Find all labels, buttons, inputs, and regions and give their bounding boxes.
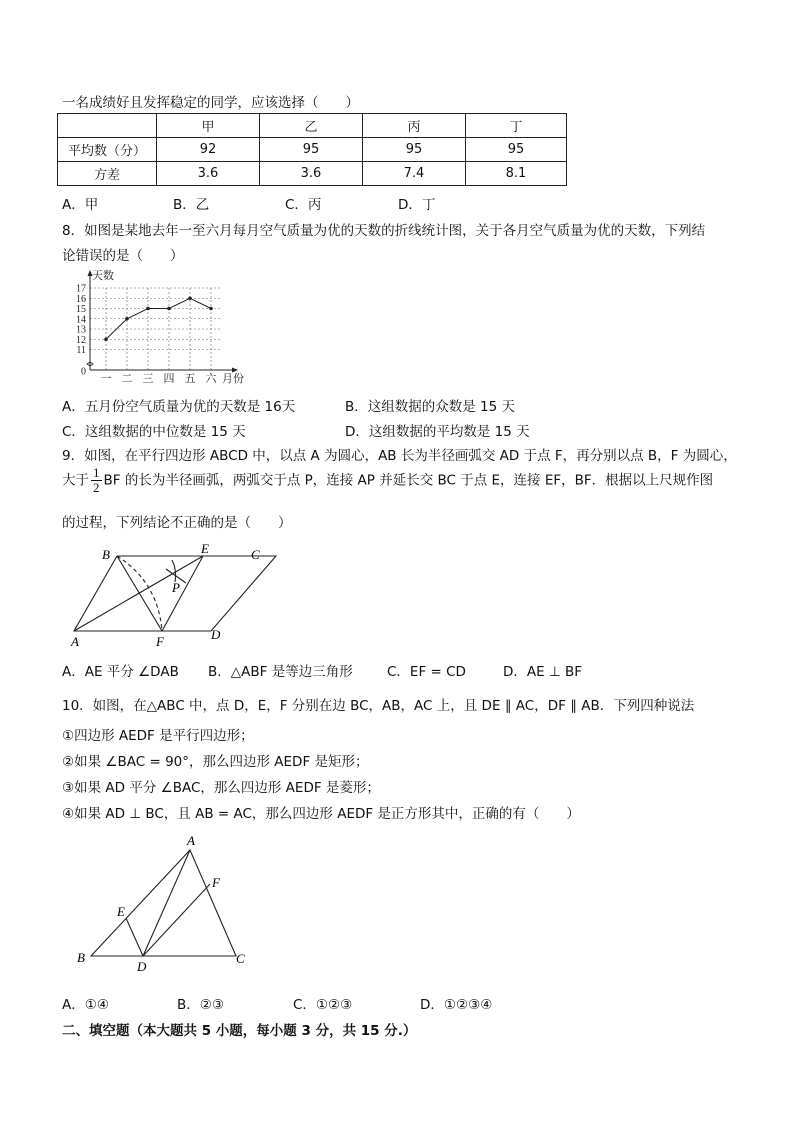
line-chart	[60, 268, 260, 386]
y-tick-label: 17	[76, 283, 86, 295]
q8-stem-line1: 8．如图是某地去年一至六月每月空气质量为优的天数的折线统计图，关于各月空气质量为优的天数，下列结	[62, 223, 706, 239]
table-cell	[58, 114, 157, 138]
label-f: F	[156, 634, 164, 647]
y-tick-label: 14	[76, 314, 86, 326]
y-axis-label: 天数	[92, 270, 114, 282]
table-header-bing: 丙	[363, 114, 466, 138]
q10-stem: 10．如图，在△ABC 中，点 D，E，F 分别在边 BC，AB，AC 上，且 DE ∥ AC，DF ∥ AB．下列四种说法	[62, 698, 695, 714]
data-point	[104, 337, 108, 341]
data-point	[167, 307, 171, 311]
x-axis-label: 月份	[222, 373, 244, 385]
q7-intro: 一名成绩好且发挥稳定的同学，应该选择（ ）	[62, 95, 359, 111]
q10-option-d[interactable]: D．①②③④	[420, 997, 493, 1013]
table-cell: 8.1	[466, 162, 567, 186]
label-a: A	[187, 833, 195, 848]
label-f: F	[212, 875, 220, 890]
q10-statement-2: ②如果 ∠BAC = 90°，那么四边形 AEDF 是矩形；	[62, 754, 369, 770]
x-tick-label: 二	[121, 373, 133, 385]
q9-option-c[interactable]: C．EF = CD	[387, 664, 466, 680]
q8-option-c[interactable]: C．这组数据的中位数是 15 天	[62, 424, 246, 440]
q7-option-b[interactable]: B．乙	[173, 197, 210, 213]
table-cell: 3.6	[260, 162, 363, 186]
q9-option-b[interactable]: B．△ABF 是等边三角形	[208, 664, 353, 680]
x-tick-label: 五	[184, 373, 196, 385]
q7-option-d[interactable]: D．丁	[398, 197, 436, 213]
label-b: B	[77, 950, 85, 965]
table-header-ding: 丁	[466, 114, 567, 138]
q10-statement-4: ④如果 AD ⊥ BC，且 AB = AC，那么四边形 AEDF 是正方形其中，正确的有（ ）	[62, 806, 580, 822]
q10-option-b[interactable]: B．②③	[177, 997, 224, 1013]
x-tick-label: 三	[142, 373, 154, 385]
data-point	[125, 317, 129, 321]
label-a: A	[71, 634, 79, 647]
q9-option-a[interactable]: A．AE 平分 ∠DAB	[62, 664, 179, 680]
table-cell: 95	[363, 138, 466, 162]
q10-option-c[interactable]: C．①②③	[293, 997, 353, 1013]
q8-stem-line2: 论错误的是（ ）	[62, 248, 184, 264]
label-c: C	[236, 951, 245, 966]
x-axis-arrow	[232, 368, 238, 373]
frac-num: 1	[93, 465, 100, 480]
q8-option-a[interactable]: A．五月份空气质量为优的天数是 16天	[62, 399, 296, 415]
label-d: D	[211, 627, 221, 642]
label-d: D	[137, 959, 147, 974]
table-cell: 95	[466, 138, 567, 162]
q7-option-c[interactable]: C．丙	[285, 197, 322, 213]
fraction-half	[91, 466, 102, 495]
x-tick-label: 四	[163, 373, 175, 385]
table-row	[58, 162, 567, 186]
table-header-row	[58, 114, 567, 138]
line-df	[143, 884, 210, 956]
line-de	[126, 918, 143, 956]
table-cell: 3.6	[157, 162, 260, 186]
data-point	[209, 307, 213, 311]
line-ef	[162, 556, 203, 631]
q7-option-a[interactable]: A．甲	[62, 197, 99, 213]
data-point	[188, 296, 192, 300]
section-2-heading: 二、填空题（本大题共 5 小题，每小题 3 分，共 15 分.）	[62, 1023, 417, 1039]
q10-option-a[interactable]: A．①④	[62, 997, 109, 1013]
y-tick-label: 13	[76, 324, 86, 336]
table-header-jia: 甲	[157, 114, 260, 138]
q9-line1: 9．如图，在平行四边形 ABCD 中，以点 A 为圆心，AB 长为半径画弧交 AD 于点 F，再分别以点 B，F 为圆心，	[62, 448, 737, 464]
line-bf	[117, 556, 162, 631]
label-e: E	[201, 542, 209, 556]
x-tick-label: 一	[100, 373, 112, 385]
y-tick-label: 0	[81, 366, 86, 378]
y-tick-label: 15	[76, 304, 86, 315]
frac-den: 2	[93, 480, 100, 495]
label-p: P	[172, 580, 180, 595]
table-header-yi: 乙	[260, 114, 363, 138]
table-cell: 92	[157, 138, 260, 162]
q9-line2	[62, 466, 713, 495]
parallelogram-figure	[62, 542, 292, 647]
line-ad	[143, 850, 190, 956]
q10-statement-1: ①四边形 AEDF 是平行四边形；	[62, 728, 254, 744]
data-point	[146, 307, 150, 311]
q9-line3: 的过程，下列结论不正确的是（ ）	[62, 515, 292, 531]
stats-table	[57, 113, 567, 186]
table-cell: 7.4	[363, 162, 466, 186]
y-tick-label: 12	[76, 334, 86, 346]
label-b: B	[102, 547, 110, 562]
q10-statement-3: ③如果 AD 平分 ∠BAC，那么四边形 AEDF 是菱形；	[62, 780, 380, 796]
q9-line2-post: BF 的长为半径画弧，两弧交于点 P，连接 AP 并延长交 BC 于点 E，连接 EF，BF．根据以上尺规作图	[103, 472, 714, 489]
q9-line2-pre: 大于	[62, 472, 89, 489]
x-tick-label: 六	[205, 373, 217, 385]
triangle-figure	[70, 832, 270, 982]
q8-option-b[interactable]: B．这组数据的众数是 15 天	[345, 399, 516, 415]
table-cell: 95	[260, 138, 363, 162]
y-tick-label: 11	[76, 345, 86, 356]
line-ae	[74, 556, 203, 631]
q9-option-d[interactable]: D．AE ⊥ BF	[503, 664, 583, 680]
row-label: 平均数（分）	[58, 138, 157, 162]
label-c: C	[251, 547, 260, 562]
triangle-abc	[91, 850, 236, 956]
q8-option-d[interactable]: D．这组数据的平均数是 15 天	[345, 424, 530, 440]
table-row	[58, 138, 567, 162]
y-tick-label: 16	[76, 293, 86, 305]
row-label: 方差	[58, 162, 157, 186]
label-e: E	[117, 904, 125, 919]
arc-mark-2	[172, 560, 176, 582]
